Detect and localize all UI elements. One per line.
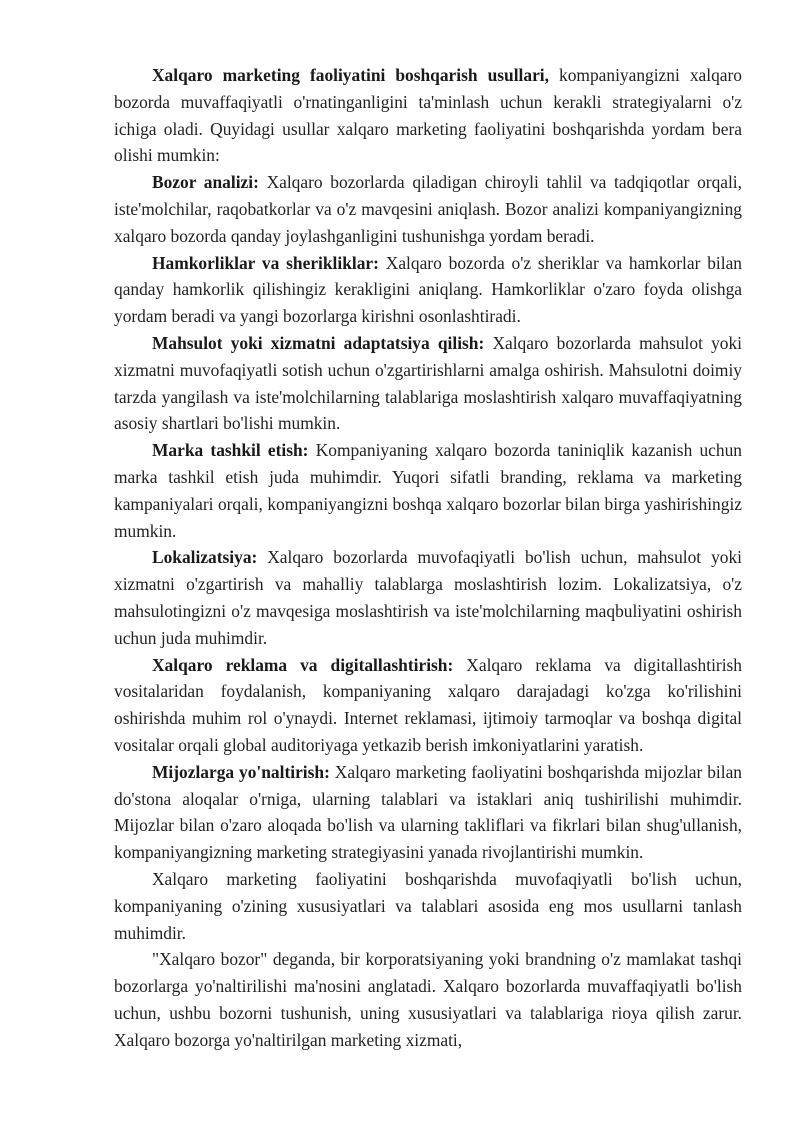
paragraph-international-market — [114, 946, 742, 1053]
paragraph-partnerships — [114, 250, 742, 330]
paragraph-text: Xalqaro marketing faoliyatini boshqarishda muvofaqiyatli bo'lish uchun, kompaniyaning o'zining xususiyatlari va talablari asosida eng mos usullarni tanlash muhimdir. — [114, 868, 742, 943]
paragraph-customer-orientation — [114, 759, 742, 866]
paragraph-advertising-digital — [114, 652, 742, 759]
paragraph-text: Xalqaro bozorda o'z sheriklar va hamkorlar bilan qanday hamkorlik qilishingiz kerakligini aniqlang. Hamkorliklar o'zaro foyda olishga yordam beradi va yangi bozorlarga kirishni osonlashtiradi. — [114, 252, 742, 327]
paragraph-brand-building — [114, 437, 742, 544]
paragraph-term: Marka tashkil etish: — [152, 440, 309, 461]
paragraph-text: Xalqaro bozorlarda muvofaqiyatli bo'lish uchun, mahsulot yoki xizmatni o'zgartirish va mahalliy talablarga moslashtirish lozim. Lokalizatsiya, o'z mahsulotingizni o'z mavqesiga moslashtirish va iste'molchilarning maqbuliyatini oshirish uchun juda muhimdir. — [114, 547, 742, 648]
paragraph-conclusion — [114, 866, 742, 946]
paragraph-term: Lokalizatsiya: — [152, 547, 258, 568]
paragraph-methods-intro — [114, 62, 742, 169]
paragraph-term: Mahsulot yoki xizmatni adaptatsiya qilish: — [152, 332, 485, 353]
paragraph-term: Xalqaro marketing faoliyatini boshqarish usullari, — [152, 65, 549, 85]
paragraph-term: Mijozlarga yo'naltirish: — [152, 761, 330, 782]
document-page — [114, 62, 742, 1053]
paragraph-text: "Xalqaro bozor" deganda, bir korporatsiyaning yoki brandning o'z mamlakat tashqi bozorlarga yo'naltirilishi ma'nosini anglatadi. Xalqaro bozorlarda muvaffaqiyatli bo'lish uchun, ushbu bozorni tushunish, uning xususiyatlari va talablariga rioya qilish zarur. Xalqaro bozorga yo'naltirilgan marketing xizmati, — [114, 949, 742, 1050]
paragraph-text: Xalqaro bozorlarda qiladigan chiroyli tahlil va tadqiqotlar orqali, iste'molchilar, raqobatkorlar va o'z mavqesini aniqlash. Bozor analizi kompaniyangizning xalqaro bozorda qanday joylashganligini tushunishga yordam beradi. — [114, 172, 742, 246]
paragraph-text: kompaniyangizni xalqaro bozorda muvaffaqiyatli o'rnatinganligini ta'minlash uchun kerakli strategiyalarni o'z ichiga oladi. Quyidagi usullar xalqaro marketing faoliyatini boshqarishda yordam bera olishi mumkin: — [114, 65, 742, 166]
paragraph-text: Xalqaro marketing faoliyatini boshqarishda mijozlar bilan do'stona aloqalar o'rniga, ularning talablari va istaklari aniq tushirilishi muhimdir. Mijozlar bilan o'zaro aloqada bo'lish va ularning takliflari va fikrlari bilan shug'ullanish, kompaniyangizning marketing strategiyasini yanada rivojlantirishi mumkin. — [114, 761, 742, 863]
paragraph-localization — [114, 544, 742, 651]
paragraph-product-adaptation — [114, 330, 742, 437]
paragraph-market-analysis — [114, 169, 742, 249]
paragraph-text: Kompaniyaning xalqaro bozorda taniniqlik kazanish uchun marka tashkil etish juda muhimdir. Yuqori sifatli branding, reklama va marketing kampaniyalari orqali, kompaniyangizni boshqa xalqaro bozorlar bilan birga yashirishingiz mumkin. — [114, 440, 742, 541]
paragraph-term: Bozor analizi: — [152, 172, 259, 193]
paragraph-term: Hamkorliklar va sherikliklar: — [152, 252, 379, 273]
paragraph-term: Xalqaro reklama va digitallashtirish: — [152, 654, 454, 675]
paragraph-text: Xalqaro bozorlarda mahsulot yoki xizmatni muvofaqiyatli sotish uchun o'zgartirishlarni amalga oshirish. Mahsulotni doimiy tarzda yangilash va iste'molchilarning talablariga moslashtirish xalqaro muvaffaqiyatning asosiy shartlari bo'lishi mumkin. — [114, 332, 743, 434]
paragraph-text: Xalqaro reklama va digitallashtirish vositalaridan foydalanish, kompaniyaning xalqaro darajadagi ko'zga ko'rilishini oshirishda muhim rol o'ynaydi. Internet reklamasi, ijtimoiy tarmoqlar va boshqa digital vositalar orqali global auditoriyaga yetkazib berish imkoniyatlarini yaratish. — [114, 654, 743, 755]
